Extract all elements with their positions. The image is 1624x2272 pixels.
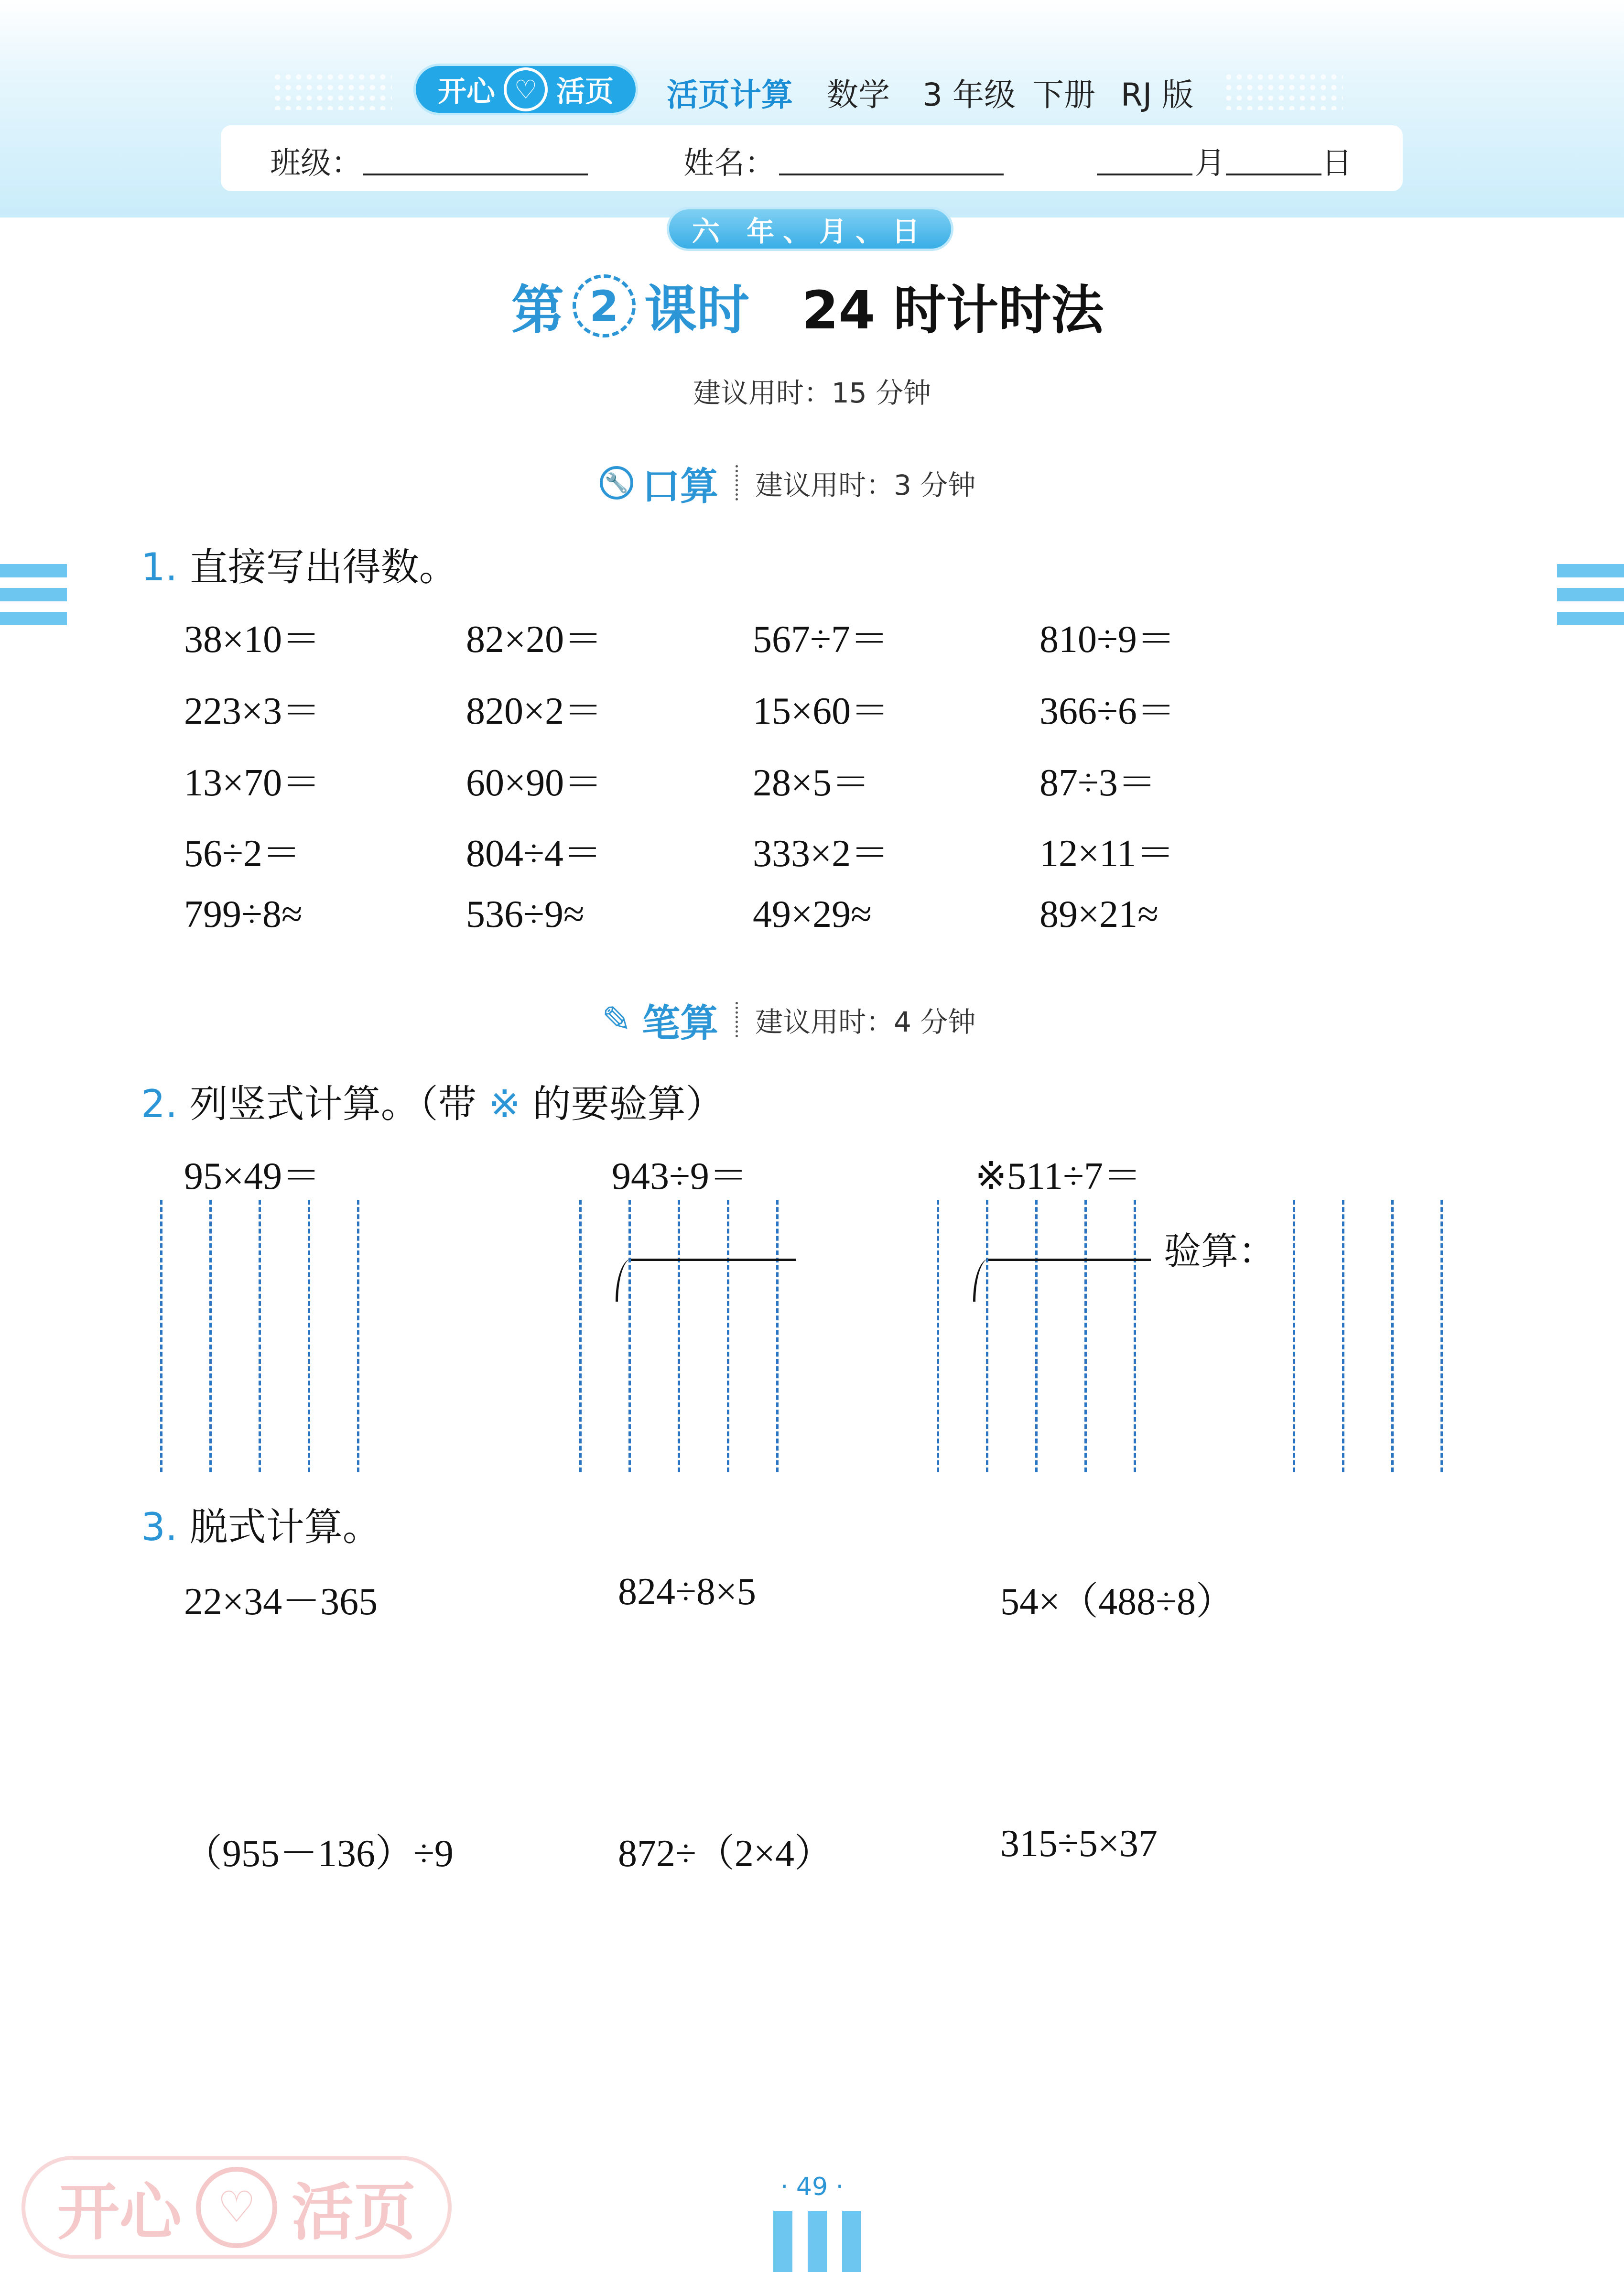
check-column-line (1391, 1200, 1394, 1472)
oral-section-time: 建议用时：3 分钟 (755, 469, 976, 501)
oral-section-title: 口算 (642, 464, 718, 509)
work-column-line (160, 1200, 162, 1472)
work-column-line (209, 1200, 212, 1472)
lesson-suggested-time: 建议用时：15 分钟 (693, 377, 931, 409)
oral-problem: 28×5＝ (753, 762, 870, 804)
logo-right-text: 活页 (556, 75, 614, 109)
written-section-header (600, 996, 975, 1044)
name-label: 姓名： (683, 146, 775, 181)
oral-problem: 223×3＝ (184, 690, 321, 732)
watermark-heart-icon: ♡ (196, 2167, 277, 2248)
oral-problem: 567÷7＝ (753, 619, 888, 661)
day-field[interactable] (1226, 174, 1321, 175)
oral-problem: 89×21≈ (1039, 893, 1159, 935)
class-field[interactable] (363, 174, 588, 175)
section-divider (736, 1002, 738, 1037)
check-column-line (1342, 1200, 1344, 1472)
work-column-line (1134, 1200, 1136, 1472)
oral-problem: 87÷3＝ (1039, 762, 1156, 804)
question-2-number: 2. (141, 1082, 178, 1126)
logo-left-text: 开心 (438, 75, 495, 109)
header-dots-right (1223, 72, 1343, 110)
check-label: 验算： (1164, 1230, 1276, 1273)
header-dots-left (272, 72, 392, 110)
oral-problem: 799÷8≈ (184, 893, 303, 935)
bottom-bar (842, 2211, 861, 2272)
left-side-bars (0, 564, 67, 636)
watermark-left-text: 开心 (57, 2176, 182, 2249)
stepwise-problem: 824÷8×5 (618, 1571, 757, 1613)
class-label: 班级： (270, 146, 362, 181)
oral-problem: 56÷2＝ (184, 833, 301, 875)
work-column-line (1035, 1200, 1038, 1472)
logo-heart-icon: ♡ (504, 67, 548, 111)
oral-problem: 820×2＝ (466, 690, 603, 732)
month-label: 月 (1195, 146, 1225, 181)
work-column-line (259, 1200, 261, 1472)
question-1-text: 直接写出得数。 (189, 545, 457, 589)
wrench-icon: 🔧 (600, 466, 633, 500)
question-2-title (141, 1073, 724, 1128)
oral-section-header (600, 459, 975, 507)
stepwise-problem: 22×34－365 (184, 1581, 378, 1623)
oral-problem: 60×90＝ (466, 762, 603, 804)
lesson-name: 24 时计时法 (802, 280, 1104, 341)
division-bracket-top (631, 1259, 796, 1261)
brand-watermark (22, 2156, 452, 2259)
written-problem-1: 95×49＝ (184, 1155, 321, 1197)
day-label: 日 (1321, 146, 1352, 181)
series-label: 活页计算 (667, 76, 793, 113)
work-column-line (678, 1200, 680, 1472)
page-number: · 49 · (780, 2173, 844, 2201)
lesson-prefix: 第 (511, 280, 564, 341)
check-column-line (1293, 1200, 1295, 1472)
stepwise-problem: （955－136）÷9 (184, 1833, 454, 1875)
oral-problem: 13×70＝ (184, 762, 321, 804)
written-section-time: 建议用时：4 分钟 (755, 1006, 976, 1038)
watermark-right-text: 活页 (292, 2176, 416, 2249)
oral-problem: 12×11＝ (1039, 833, 1175, 875)
written-problem-3: ※511÷7＝ (975, 1155, 1141, 1197)
stepwise-problem: 315÷5×37 (1000, 1823, 1158, 1865)
question-2-text-a: 列竖式计算。（带 (189, 1082, 476, 1126)
check-column-line (1440, 1200, 1443, 1472)
division-bracket-curve (973, 1259, 992, 1302)
bottom-bar (773, 2211, 792, 2272)
edition-label: RJ 版 (1121, 76, 1194, 113)
work-column-line (937, 1200, 939, 1472)
work-column-line (628, 1200, 631, 1472)
bottom-bar (808, 2211, 827, 2272)
lesson-title (511, 268, 1104, 344)
stepwise-problem: 872÷（2×4） (618, 1833, 833, 1875)
student-info-box (221, 125, 1403, 191)
division-bracket-top (988, 1259, 1151, 1261)
question-1-title (141, 536, 457, 591)
oral-problem: 15×60＝ (753, 690, 889, 732)
oral-problem: 82×20＝ (466, 619, 603, 661)
lesson-suffix: 课时 (644, 280, 749, 341)
written-section-title: 笔算 (642, 1000, 718, 1045)
oral-problem: 810÷9＝ (1039, 619, 1175, 661)
lesson-number: 2 (573, 274, 636, 337)
question-3-title (141, 1496, 381, 1551)
work-column-line (357, 1200, 359, 1472)
work-column-line (579, 1200, 582, 1472)
question-2-text-b: 的要验算） (532, 1082, 724, 1126)
pencil-icon: ✎ (601, 999, 631, 1040)
volume-label: 下册 (1032, 76, 1095, 113)
question-3-text: 脱式计算。 (189, 1505, 381, 1549)
written-problem-2: 943÷9＝ (612, 1155, 747, 1197)
work-column-line (727, 1200, 729, 1472)
oral-problem: 536÷9≈ (466, 893, 585, 935)
division-bracket-curve (616, 1259, 634, 1302)
stepwise-problem: 54×（488÷8） (1000, 1581, 1234, 1623)
work-column-line (1084, 1200, 1087, 1472)
oral-problem: 804÷4＝ (466, 833, 602, 875)
oral-problem: 38×10＝ (184, 619, 321, 661)
subject-label: 数学 (827, 76, 890, 113)
grade-label: 3 年级 (922, 76, 1016, 113)
right-side-bars (1557, 564, 1624, 636)
oral-problem: 49×29≈ (753, 893, 872, 935)
unit-tab: 六 年、月、日 (667, 207, 953, 251)
brand-logo (413, 64, 638, 115)
section-divider (736, 465, 738, 500)
oral-problem: 366÷6＝ (1039, 690, 1175, 732)
question-3-number: 3. (141, 1505, 178, 1549)
month-field[interactable] (1097, 174, 1192, 175)
question-1-number: 1. (141, 545, 178, 589)
work-column-line (308, 1200, 310, 1472)
work-column-line (986, 1200, 988, 1472)
oral-problem: 333×2＝ (753, 833, 889, 875)
check-mark-symbol: ※ (488, 1082, 521, 1126)
name-field[interactable] (779, 174, 1004, 175)
work-column-line (776, 1200, 779, 1472)
